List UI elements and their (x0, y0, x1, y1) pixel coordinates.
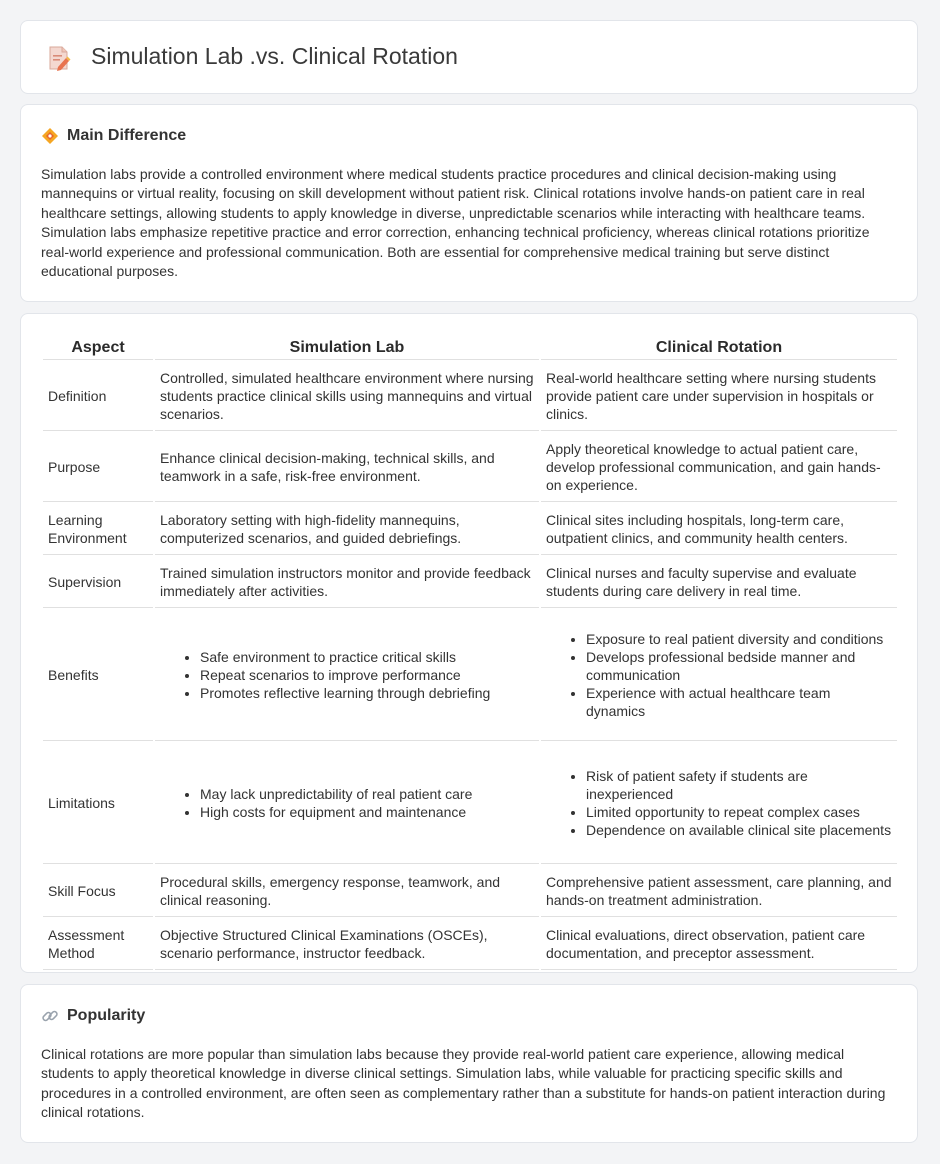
popularity-text: Clinical rotations are more popular than simulation labs because they provide real-world patient care experience, allowing medical students to apply theoretical knowledge in diverse clinical settings. Simulation labs, while valuable for practicing specific skills and procedures in a controlled environment, are often seen as complementary rather than a substitute for hands-on patient interaction during clinical rotations. (41, 1046, 886, 1121)
table-row (43, 866, 897, 917)
row-clinical-rotation: Clinical evaluations, direct observation, patient care documentation, and preceptor assessment. (541, 919, 897, 970)
row-aspect: Purpose (43, 433, 153, 502)
benefits-simulation-list (160, 648, 534, 702)
table-row (43, 557, 897, 608)
row-aspect: Learning Environment (43, 504, 153, 555)
main-difference-text: Simulation labs provide a controlled environment where medical students practice procedures and clinical decision-making using mannequins or virtual reality, focusing on skill development without patient risk. Clinical rotations involve hands-on patient care in real healthcare settings, allowing students to apply knowledge in diverse, unpredictable scenarios while interacting with healthcare teams. Simulation labs emphasize repetitive practice and error correction, enhancing technical proficiency, whereas clinical rotations prioritize real-world experience and professional communication. Both are essential for comprehensive medical training but serve distinct educational purposes. (41, 166, 870, 280)
main-difference-header (41, 127, 186, 145)
row-aspect: Assessment Method (43, 919, 153, 970)
benefits-clinical-list (546, 630, 892, 720)
row-clinical-rotation: Clinical sites including hospitals, long-term care, outpatient clinics, and community health centers. (541, 504, 897, 555)
table-row (43, 362, 897, 431)
header-clinical-rotation: Clinical Rotation (541, 336, 897, 360)
document-edit-icon (47, 45, 71, 71)
row-aspect: Definition (43, 362, 153, 431)
row-simulation-lab: Enhance clinical decision-making, technical skills, and teamwork in a safe, risk-free environment. (155, 433, 539, 502)
row-aspect: Benefits (43, 610, 153, 741)
list-item: • High costs for equipment and maintenance (200, 803, 534, 821)
main-difference-card (20, 104, 918, 302)
popularity-header (41, 1007, 145, 1025)
list-item: • Experience with actual healthcare team dynamics (586, 684, 892, 720)
row-aspect: Supervision (43, 557, 153, 608)
row-aspect: Skill Focus (43, 866, 153, 917)
list-item: • Dependence on available clinical site placements (586, 821, 892, 839)
title-card (20, 20, 918, 94)
list-item: • May lack unpredictability of real patient care (200, 785, 534, 803)
row-clinical-rotation: Clinical nurses and faculty supervise and evaluate students during care delivery in real time. (541, 557, 897, 608)
popularity-card (20, 984, 918, 1143)
comparison-table (41, 334, 899, 972)
limitations-clinical-list (546, 767, 892, 839)
header-aspect: Aspect (43, 336, 153, 360)
diamond-icon (41, 127, 59, 145)
list-item: • Risk of patient safety if students are inexperienced (586, 767, 892, 803)
list-item: • Develops professional bedside manner and communication (586, 648, 892, 684)
row-clinical-rotation: Apply theoretical knowledge to actual patient care, develop professional communication, and gain hands-on experience. (541, 433, 897, 502)
table-row (43, 610, 897, 741)
row-simulation-lab (155, 743, 539, 864)
comparison-table-card (20, 313, 918, 973)
list-item: • Limited opportunity to repeat complex cases (586, 803, 892, 821)
header-simulation-lab: Simulation Lab (155, 336, 539, 360)
table-header-row (43, 336, 897, 360)
row-clinical-rotation (541, 743, 897, 864)
row-clinical-rotation: Comprehensive patient assessment, care planning, and hands-on treatment administration. (541, 866, 897, 917)
list-item: • Exposure to real patient diversity and conditions (586, 630, 892, 648)
link-icon (41, 1007, 59, 1025)
list-item: • Repeat scenarios to improve performance (200, 666, 534, 684)
row-simulation-lab: Controlled, simulated healthcare environment where nursing students practice clinical skills using mannequins and virtual scenarios. (155, 362, 539, 431)
row-aspect: Limitations (43, 743, 153, 864)
row-simulation-lab: Trained simulation instructors monitor and provide feedback immediately after activities. (155, 557, 539, 608)
limitations-simulation-list (160, 785, 534, 821)
row-clinical-rotation (541, 610, 897, 741)
row-simulation-lab (155, 610, 539, 741)
main-difference-heading: Main Difference (67, 127, 187, 144)
page-title: Simulation Lab .vs. Clinical Rotation (91, 43, 458, 69)
popularity-heading: Popularity (67, 1007, 146, 1024)
row-simulation-lab: Laboratory setting with high-fidelity mannequins, computerized scenarios, and guided debriefings. (155, 504, 539, 555)
row-simulation-lab: Procedural skills, emergency response, teamwork, and clinical reasoning. (155, 866, 539, 917)
table-row (43, 919, 897, 970)
list-item: • Safe environment to practice critical skills (200, 648, 534, 666)
row-simulation-lab: Objective Structured Clinical Examinations (OSCEs), scenario performance, instructor feedback. (155, 919, 539, 970)
row-clinical-rotation: Real-world healthcare setting where nursing students provide patient care under supervision in hospitals or clinics. (541, 362, 897, 431)
table-row (43, 743, 897, 864)
table-row (43, 433, 897, 502)
list-item: • Promotes reflective learning through debriefing (200, 684, 534, 702)
table-row (43, 504, 897, 555)
